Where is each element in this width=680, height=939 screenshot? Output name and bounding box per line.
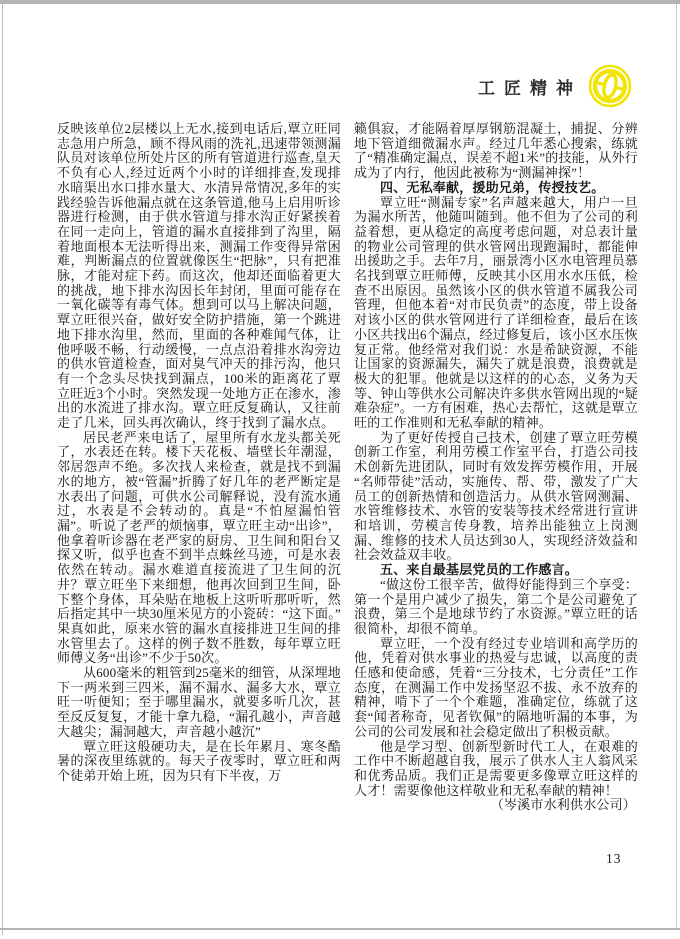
paragraph: 反映该单位2层楼以上无水,接到电话后,覃立旺同志急用户所急，顾不得风雨的洗礼,迅速带领测漏队员对该单位所处片区的所有管道进行巡查,皇天不负有心人,经过近两个小时的详细排查,发现排水暗渠出水口排水量大、水清异常情况,多年的实践经验告诉他漏点就在这条管道,他马上启用听诊器进行检测，由于供水管道与排水沟正好紧挨着在同一走向上，管道的漏水直接排到了沟里，隔着地面根本无法听得出来，测漏工作变得异常困难，判断漏点的位置就像医生“把脉”，只有把准脉，才能对症下药。而这次，他却还面临着更大的挑战，地下排水沟因长年封闭，里面可能存在一氧化碳等有毒气体。想到可以马上解决问题，覃立旺很兴奋，做好安全防护措施，第一个跳进地下排水沟里，然而，里面的各种难闻气体，让他呼吸不畅，行动缓慢，一点点沿着排水沟旁边的供水管道检查，面对臭气冲天的排污沟，他只有一个念头尽快找到漏点，100米的距离花了覃立旺近3个小时。突然发现一处地方正在渗水，渗出的水流进了排水沟。覃立旺反复确认，又往前走了几米，回头再次确认，终于找到了漏水点。 [57,121,341,431]
paragraph: 覃立旺，一个没有经过专业培训和高学历的他，凭着对供水事业的热爱与忠诚，以高度的责任感和使命感，凭着“三分技术，七分责任”工作态度，在测漏工作中发扬坚忍不拔、永不放弃的精神，啃下了一个个难题，准确定位，练就了这套“闻者称奇，见者钦佩”的隔地听漏的本事，为公司的公司发展和社会稳定做出了积极贡献。 [354,635,638,739]
paragraph: 他是学习型、创新型新时代工人，在艰难的工作中不断超越自我，展示了供水人主人翁风采和优秀品质。我们正是需要更多像覃立旺这样的人才！需要像他这样敬业和无私奉献的精神！ [354,738,638,798]
page-number: 13 [606,851,622,866]
header-title: 工匠精神 [478,78,582,98]
scan-edge-left [2,4,3,935]
scan-edge-top [0,0,680,4]
paragraph: 从600毫米的粗管到25毫米的细管，从深埋地下一两米到三四米，漏不漏水、漏多大水，覃立旺一听便知；至于哪里漏水，就要多听几次，甚至反反复复，才能十拿九稳，“漏孔越小，声音越大越尖；漏洞越大，声音越小越沉” [57,665,341,739]
scan-edge-right [676,4,677,928]
scan-edge-bottom [0,928,680,930]
author-signature: （岑溪市水利供水公司） [490,797,636,813]
left-column [57,122,341,813]
page-header [0,64,632,108]
paragraph: 为了更好传授自己技术，创建了覃立旺劳模创新工作室，利用劳模工作室平台，打造公司技术创新先进团队，同时有效发挥劳模作用，开展“名师带徒”活动，实施传、帮、带，激发了广大员工的创新热情和创造活力。从供水管网测漏、水管维修技术、水管的安装等技术经常进行宣讲和培训，劳模言传身教，培养出能独立上岗测漏、维修的技术人员达到30人，实现经济效益和社会效益双丰收。 [354,429,638,563]
paragraph: 覃立旺这般硬功夫，是在长年累月、寒冬酷暑的深夜里练就的。每天子夜零时，覃立旺和两个徒弟开始上班，因为只有下半夜，万 [57,738,341,783]
paragraph: “做这份工很辛苦，做得好能得到三个享受：第一个是用户减少了损失，第二个是公司避免了浪费，第三个是地球节约了水资源。”覃立旺的话很简朴，却很不简单。 [354,576,638,636]
trade-union-logo-icon [588,64,632,108]
article-body [57,122,639,813]
section-heading: 五、来自最基层党员的工作感言。 [380,562,579,578]
right-column [354,122,638,813]
section-heading: 四、无私奉献，援助兄弟，传授技艺。 [380,179,605,195]
paragraph: 居民老严来电话了，屋里所有水龙头都关死了，水表还在转。楼下天花板、墙壁长年潮湿，邻居怨声不绝。多次找人来检查，就是找不到漏水的地方，被“管漏”折腾了好几年的老严断定是水表出了问题，可供水公司解释说，没有流水通过，水表是不会转动的。真是“不怕屋漏怕管漏”。听说了老严的烦恼事，覃立旺主动“出诊”，他拿着听诊器在老严家的厨房、卫生间和阳台又探又听，似乎也查不到半点蛛丝马迹，可是水表依然在转动。漏水难道直接流进了卫生间的沉井？覃立旺坐下来细想，他再次回到卫生间，卧下整个身体，耳朵贴在地板上这听听那听听，然后指定其中一块30厘米见方的小瓷砖：“这下面。”果真如此，原来水管的漏水直接排进卫生间的排水管里去了。这样的例子数不胜数，每年覃立旺师傅义务“出诊”不少于50次。 [57,429,341,666]
paragraph: 籁俱寂，才能隔着厚厚钢筋混凝土，捕捉、分辨地下管道细微漏水声。经过几年悉心搜索，练就了“精准确定漏点，误差不超1米”的技能，从外行成为了内行，他因此被称为“测漏神探”！ [354,121,638,181]
paragraph: 覃立旺“测漏专家”名声越来越大，用户一旦为漏水所苦，他随叫随到。他不但为了公司的利益着想，更从稳定的高度考虑问题，对总表计量的物业公司管理的供水管网出现跑漏时，都能伸出援助之手。去年7月，丽景湾小区水电管理员慕名找到覃立旺师傅，反映其小区用水水压低，检查不出原因。虽然该小区的供水管道不属我公司管理，但他本着“对市民负责”的态度，带上设备对该小区的供水管网进行了详细检查，最后在该小区共找出6个漏点，经过修复后，该小区水压恢复正常。他经常对我们说：水是希缺资源，不能让国家的资源漏失，漏失了就是浪费，浪费就是极大的犯罪。他就是以这样的的心态，义务为天等、钟山等供水公司解决许多供水管网出现的“疑难杂症”。一方有困难，热心去帮忙，这就是覃立旺的工作准则和无私奉献的精神。 [354,194,638,431]
